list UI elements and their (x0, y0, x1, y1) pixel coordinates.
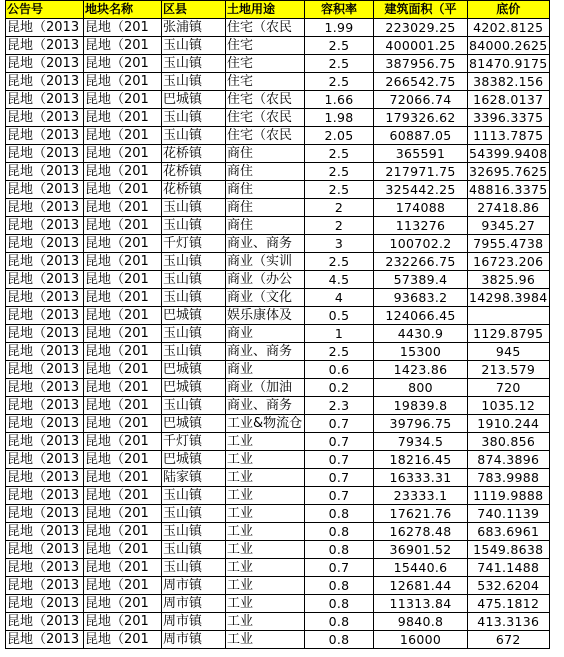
cell-district[interactable]: 巴城镇 (162, 451, 226, 469)
cell-announcement-no[interactable]: 昆地（2013 (6, 91, 84, 109)
cell-district[interactable]: 千灯镇 (162, 433, 226, 451)
cell-reserve-price[interactable]: 54399.9408 (469, 146, 548, 161)
cell-parcel-name[interactable]: 昆地（201 (84, 523, 162, 541)
header-cell-parcel-name[interactable]: 地块名称 (84, 1, 162, 19)
cell-announcement-no[interactable]: 昆地（2013 (6, 271, 84, 289)
cell-floor-area[interactable]: 11313.84 (374, 595, 468, 613)
cell-reserve-price[interactable]: 380.856 (468, 433, 550, 451)
cell-district[interactable]: 周市镇 (162, 613, 226, 631)
cell-land-use[interactable]: 工业 (226, 595, 305, 613)
cell-reserve-price[interactable]: 1035.12 (468, 397, 550, 415)
cell-announcement-no[interactable]: 昆地（2013 (6, 253, 84, 271)
cell-plot-ratio[interactable]: 2.5 (305, 163, 374, 181)
cell-land-use[interactable]: 商住 (226, 217, 305, 235)
cell-parcel-name[interactable]: 昆地（201 (84, 415, 162, 433)
cell-floor-area[interactable]: 93683.2 (374, 289, 468, 307)
cell-plot-ratio[interactable]: 2.05 (305, 127, 374, 145)
cell-parcel-name[interactable]: 昆地（201 (84, 433, 162, 451)
cell-land-use[interactable]: 住宅（农民 (226, 109, 305, 127)
cell-plot-ratio[interactable]: 0.7 (305, 487, 374, 505)
cell-floor-area[interactable]: 15300 (374, 343, 468, 361)
cell-district[interactable]: 花桥镇 (162, 181, 226, 199)
cell-floor-area[interactable]: 800 (374, 379, 468, 397)
cell-announcement-no[interactable]: 昆地（2013 (6, 73, 84, 91)
cell-district[interactable]: 玉山镇 (162, 271, 226, 289)
cell-reserve-price[interactable]: 683.6961 (468, 523, 550, 541)
cell-announcement-no[interactable]: 昆地（2013 (6, 595, 84, 613)
cell-district[interactable]: 花桥镇 (162, 145, 226, 163)
header-cell-land-use[interactable]: 土地用途 (226, 1, 305, 19)
cell-plot-ratio[interactable]: 2 (305, 199, 374, 217)
cell-announcement-no[interactable]: 昆地（2013 (6, 505, 84, 523)
cell-parcel-name[interactable]: 昆地（201 (84, 73, 162, 91)
cell-parcel-name[interactable]: 昆地（201 (84, 451, 162, 469)
cell-land-use[interactable]: 商业、商务 (226, 235, 305, 253)
cell-parcel-name[interactable]: 昆地（201 (84, 631, 162, 649)
cell-district[interactable]: 玉山镇 (162, 199, 226, 217)
cell-parcel-name[interactable]: 昆地（201 (84, 109, 162, 127)
table-row (6, 631, 550, 649)
cell-plot-ratio[interactable]: 1.66 (305, 91, 374, 109)
cell-reserve-price[interactable]: 1129.8795 (468, 325, 550, 343)
table-row (6, 73, 550, 91)
cell-floor-area[interactable]: 217971.75 (374, 163, 468, 181)
cell-land-use[interactable]: 工业 (226, 433, 305, 451)
cell-announcement-no[interactable]: 昆地（2013 (6, 415, 84, 433)
cell-parcel-name[interactable]: 昆地（201 (84, 469, 162, 487)
cell-plot-ratio[interactable]: 2.5 (305, 73, 374, 91)
cell-parcel-name[interactable]: 昆地（201 (84, 343, 162, 361)
table-row (6, 397, 550, 415)
cell-floor-area[interactable]: 179326.62 (374, 109, 468, 127)
cell-floor-area[interactable]: 16333.31 (374, 469, 468, 487)
cell-reserve-price[interactable]: 1119.9888 (468, 487, 550, 505)
cell-floor-area[interactable]: 19839.8 (374, 397, 468, 415)
cell-district[interactable]: 巴城镇 (162, 361, 226, 379)
cell-reserve-price[interactable]: 38382.156 (468, 73, 550, 91)
table-row (6, 181, 550, 199)
cell-parcel-name[interactable]: 昆地（201 (84, 271, 162, 289)
cell-district[interactable]: 花桥镇 (162, 163, 226, 181)
cell-plot-ratio[interactable]: 0.8 (305, 541, 374, 559)
header-cell-reserve-price[interactable]: 底价 (468, 1, 550, 19)
cell-land-use[interactable]: 住宅（农民 (226, 19, 305, 37)
cell-announcement-no[interactable]: 昆地（2013 (6, 145, 84, 163)
cell-floor-area[interactable]: 9840.8 (374, 613, 468, 631)
cell-reserve-price[interactable] (468, 307, 550, 325)
table-row (6, 325, 550, 343)
header-cell-floor-area[interactable]: 建筑面积（平 (374, 1, 468, 19)
cell-district[interactable]: 玉山镇 (162, 523, 226, 541)
cell-reserve-price[interactable]: 48816.3375 (469, 182, 548, 197)
cell-district[interactable]: 玉山镇 (162, 559, 226, 577)
cell-plot-ratio[interactable]: 2.5 (305, 145, 374, 163)
cell-district[interactable]: 玉山镇 (162, 541, 226, 559)
cell-floor-area[interactable]: 57389.4 (374, 271, 468, 289)
cell-land-use[interactable]: 工业 (226, 523, 305, 541)
cell-plot-ratio[interactable]: 0.7 (305, 559, 374, 577)
table-row (6, 235, 550, 253)
cell-land-use[interactable]: 工业 (226, 451, 305, 469)
cell-district[interactable]: 玉山镇 (162, 325, 226, 343)
cell-parcel-name[interactable]: 昆地（201 (84, 19, 162, 37)
cell-announcement-no[interactable]: 昆地（2013 (6, 55, 84, 73)
cell-land-use[interactable]: 工业 (226, 541, 305, 559)
table-row (6, 415, 550, 433)
cell-floor-area[interactable]: 15440.6 (374, 559, 468, 577)
cell-reserve-price[interactable]: 81470.9175 (469, 56, 548, 71)
cell-announcement-no[interactable]: 昆地（2013 (6, 397, 84, 415)
cell-announcement-no[interactable]: 昆地（2013 (6, 163, 84, 181)
cell-plot-ratio[interactable]: 2.5 (305, 343, 374, 361)
cell-land-use[interactable]: 工业&物流仓 (226, 415, 305, 433)
cell-land-use[interactable]: 工业 (226, 559, 305, 577)
cell-land-use[interactable]: 商业 (226, 361, 305, 379)
cell-parcel-name[interactable]: 昆地（201 (84, 397, 162, 415)
table-row (6, 613, 550, 631)
cell-land-use[interactable]: 工业 (226, 487, 305, 505)
cell-district[interactable]: 巴城镇 (162, 379, 226, 397)
table-row (6, 343, 550, 361)
cell-district[interactable]: 千灯镇 (162, 235, 226, 253)
cell-parcel-name[interactable]: 昆地（201 (84, 613, 162, 631)
cell-floor-area[interactable]: 17621.76 (374, 505, 468, 523)
cell-district[interactable]: 玉山镇 (162, 217, 226, 235)
cell-plot-ratio[interactable]: 0.8 (305, 613, 374, 631)
cell-district[interactable]: 陆家镇 (162, 469, 226, 487)
cell-parcel-name[interactable]: 昆地（201 (84, 361, 162, 379)
cell-land-use[interactable]: 商业（加油 (226, 379, 305, 397)
table-row (6, 307, 550, 325)
cell-district[interactable]: 张浦镇 (162, 19, 226, 37)
cell-announcement-no[interactable]: 昆地（2013 (6, 433, 84, 451)
cell-parcel-name[interactable]: 昆地（201 (84, 541, 162, 559)
cell-plot-ratio[interactable]: 2.3 (305, 397, 374, 415)
cell-announcement-no[interactable]: 昆地（2013 (6, 541, 84, 559)
cell-plot-ratio[interactable]: 0.7 (305, 469, 374, 487)
cell-plot-ratio[interactable]: 1 (305, 325, 374, 343)
table-row (6, 145, 550, 163)
cell-announcement-no[interactable]: 昆地（2013 (6, 613, 84, 631)
cell-reserve-price[interactable]: 7955.4738 (468, 235, 550, 253)
cell-floor-area[interactable]: 174088 (374, 199, 468, 217)
cell-district[interactable]: 玉山镇 (162, 127, 226, 145)
cell-reserve-price[interactable]: 475.1812 (468, 595, 550, 613)
cell-parcel-name[interactable]: 昆地（201 (84, 199, 162, 217)
cell-land-use[interactable]: 住宅（农民 (226, 127, 305, 145)
cell-district[interactable]: 巴城镇 (162, 91, 226, 109)
cell-reserve-price[interactable]: 84000.2625 (469, 38, 548, 53)
cell-floor-area[interactable]: 124066.45 (374, 307, 468, 325)
cell-land-use[interactable]: 工业 (226, 577, 305, 595)
cell-announcement-no[interactable]: 昆地（2013 (6, 289, 84, 307)
cell-announcement-no[interactable]: 昆地（2013 (6, 577, 84, 595)
table-row (6, 505, 550, 523)
cell-district[interactable]: 玉山镇 (162, 487, 226, 505)
cell-parcel-name[interactable]: 昆地（201 (84, 217, 162, 235)
cell-floor-area[interactable]: 325442.25 (374, 181, 468, 199)
cell-district[interactable]: 玉山镇 (162, 37, 226, 55)
cell-parcel-name[interactable]: 昆地（201 (84, 235, 162, 253)
cell-parcel-name[interactable]: 昆地（201 (84, 325, 162, 343)
cell-parcel-name[interactable]: 昆地（201 (84, 289, 162, 307)
table-row (6, 199, 550, 217)
cell-plot-ratio[interactable]: 2.5 (305, 253, 374, 271)
table-row (6, 487, 550, 505)
cell-plot-ratio[interactable]: 0.8 (305, 505, 374, 523)
table-row (6, 163, 550, 181)
cell-district[interactable]: 玉山镇 (162, 289, 226, 307)
table-row (6, 55, 550, 73)
cell-floor-area[interactable]: 60887.05 (374, 127, 468, 145)
cell-land-use[interactable]: 娱乐康体及 (226, 307, 305, 325)
cell-announcement-no[interactable]: 昆地（2013 (6, 379, 84, 397)
cell-district[interactable]: 玉山镇 (162, 109, 226, 127)
cell-parcel-name[interactable]: 昆地（201 (84, 595, 162, 613)
cell-announcement-no[interactable]: 昆地（2013 (6, 451, 84, 469)
cell-announcement-no[interactable]: 昆地（2013 (6, 19, 84, 37)
cell-plot-ratio[interactable]: 0.8 (305, 523, 374, 541)
cell-announcement-no[interactable]: 昆地（2013 (6, 469, 84, 487)
cell-district[interactable]: 玉山镇 (162, 343, 226, 361)
cell-plot-ratio[interactable]: 0.5 (305, 307, 374, 325)
header-cell-announcement-no[interactable]: 公告号 (6, 1, 84, 19)
table-row (6, 541, 550, 559)
cell-floor-area[interactable]: 232266.75 (374, 253, 468, 271)
cell-announcement-no[interactable]: 昆地（2013 (6, 181, 84, 199)
cell-reserve-price[interactable]: 16723.206 (468, 253, 550, 271)
cell-floor-area[interactable]: 18216.45 (374, 451, 468, 469)
cell-reserve-price[interactable]: 741.1488 (468, 559, 550, 577)
cell-announcement-no[interactable]: 昆地（2013 (6, 127, 84, 145)
cell-announcement-no[interactable]: 昆地（2013 (6, 523, 84, 541)
cell-plot-ratio[interactable]: 0.8 (305, 595, 374, 613)
table-row (6, 91, 550, 109)
table-row (6, 451, 550, 469)
cell-reserve-price[interactable]: 4202.8125 (468, 19, 550, 37)
cell-reserve-price[interactable]: 1910.244 (468, 415, 550, 433)
cell-plot-ratio[interactable]: 0.8 (305, 631, 374, 649)
cell-reserve-price[interactable]: 1628.0137 (468, 91, 550, 109)
cell-parcel-name[interactable]: 昆地（201 (84, 559, 162, 577)
table-row (6, 217, 550, 235)
cell-floor-area[interactable]: 365591 (374, 145, 468, 163)
table-row (6, 253, 550, 271)
cell-district[interactable]: 周市镇 (162, 631, 226, 649)
table-row (6, 361, 550, 379)
cell-plot-ratio[interactable]: 4 (305, 289, 374, 307)
table-row (6, 109, 550, 127)
cell-land-use[interactable]: 工业 (226, 631, 305, 649)
cell-reserve-price[interactable]: 1113.7875 (468, 127, 550, 145)
cell-district[interactable]: 周市镇 (162, 595, 226, 613)
table-row (6, 127, 550, 145)
table-row (6, 289, 550, 307)
cell-announcement-no[interactable]: 昆地（2013 (6, 307, 84, 325)
cell-announcement-no[interactable]: 昆地（2013 (6, 343, 84, 361)
cell-plot-ratio[interactable]: 0.8 (305, 577, 374, 595)
table-body (6, 1, 550, 649)
table-row (6, 379, 550, 397)
cell-reserve-price[interactable]: 672 (468, 631, 550, 649)
cell-announcement-no[interactable]: 昆地（2013 (6, 235, 84, 253)
cell-reserve-price[interactable]: 3396.3375 (468, 109, 550, 127)
cell-land-use[interactable]: 商住 (226, 199, 305, 217)
table-row (6, 433, 550, 451)
cell-parcel-name[interactable]: 昆地（201 (84, 307, 162, 325)
cell-parcel-name[interactable]: 昆地（201 (84, 253, 162, 271)
cell-land-use[interactable]: 住宅 (226, 37, 305, 55)
cell-district[interactable]: 玉山镇 (162, 397, 226, 415)
cell-floor-area[interactable]: 400001.25 (374, 37, 468, 55)
table-row (6, 577, 550, 595)
cell-plot-ratio[interactable]: 2 (305, 217, 374, 235)
cell-reserve-price[interactable]: 413.3136 (468, 613, 550, 631)
cell-announcement-no[interactable]: 昆地（2013 (6, 631, 84, 649)
cell-parcel-name[interactable]: 昆地（201 (84, 37, 162, 55)
cell-district[interactable]: 周市镇 (162, 577, 226, 595)
cell-district[interactable]: 玉山镇 (162, 505, 226, 523)
cell-parcel-name[interactable]: 昆地（201 (84, 505, 162, 523)
cell-announcement-no[interactable]: 昆地（2013 (6, 109, 84, 127)
cell-reserve-price[interactable]: 874.3896 (468, 451, 550, 469)
table-row (6, 469, 550, 487)
cell-reserve-price[interactable]: 1549.8638 (468, 541, 550, 559)
cell-reserve-price[interactable]: 740.1139 (468, 505, 550, 523)
cell-reserve-price[interactable]: 3825.96 (468, 271, 550, 289)
cell-reserve-price[interactable]: 27418.86 (468, 199, 550, 217)
cell-reserve-price[interactable]: 532.6204 (468, 577, 550, 595)
cell-announcement-no[interactable]: 昆地（2013 (6, 217, 84, 235)
table-row (6, 595, 550, 613)
cell-reserve-price[interactable]: 783.9988 (468, 469, 550, 487)
cell-district[interactable]: 玉山镇 (162, 73, 226, 91)
cell-land-use[interactable]: 工业 (226, 469, 305, 487)
cell-plot-ratio[interactable]: 4.5 (305, 271, 374, 289)
cell-floor-area[interactable]: 266542.75 (374, 73, 468, 91)
cell-parcel-name[interactable]: 昆地（201 (84, 127, 162, 145)
header-row (6, 1, 550, 19)
cell-plot-ratio[interactable]: 2.5 (305, 55, 374, 73)
cell-floor-area[interactable]: 23333.1 (374, 487, 468, 505)
cell-reserve-price[interactable]: 720 (468, 379, 550, 397)
cell-district[interactable]: 玉山镇 (162, 55, 226, 73)
cell-land-use[interactable]: 住宅 (226, 55, 305, 73)
cell-parcel-name[interactable]: 昆地（201 (84, 55, 162, 73)
cell-floor-area[interactable]: 113276 (374, 217, 468, 235)
cell-land-use[interactable]: 住宅（农民 (226, 91, 305, 109)
cell-announcement-no[interactable]: 昆地（2013 (6, 487, 84, 505)
cell-land-use[interactable]: 工业 (226, 505, 305, 523)
cell-land-use[interactable]: 工业 (226, 613, 305, 631)
land-table (5, 0, 550, 649)
cell-plot-ratio[interactable]: 2.5 (305, 37, 374, 55)
cell-reserve-price[interactable]: 945 (468, 343, 550, 361)
cell-plot-ratio[interactable]: 0.2 (305, 379, 374, 397)
cell-plot-ratio[interactable]: 0.6 (305, 361, 374, 379)
cell-plot-ratio[interactable]: 2.5 (305, 181, 374, 199)
cell-plot-ratio[interactable]: 3 (305, 235, 374, 253)
cell-parcel-name[interactable]: 昆地（201 (84, 91, 162, 109)
cell-announcement-no[interactable]: 昆地（2013 (6, 37, 84, 55)
cell-floor-area[interactable]: 16000 (374, 631, 468, 649)
cell-land-use[interactable]: 商业（实训 (226, 253, 305, 271)
header-cell-plot-ratio[interactable]: 容积率 (305, 1, 374, 19)
cell-parcel-name[interactable]: 昆地（201 (84, 181, 162, 199)
cell-floor-area[interactable]: 4430.9 (374, 325, 468, 343)
cell-district[interactable]: 巴城镇 (162, 415, 226, 433)
spreadsheet-grid (5, 0, 550, 649)
table-row (6, 37, 550, 55)
cell-parcel-name[interactable]: 昆地（201 (84, 487, 162, 505)
cell-plot-ratio[interactable]: 1.99 (305, 19, 374, 37)
cell-reserve-price[interactable]: 32695.7625 (469, 164, 548, 179)
cell-parcel-name[interactable]: 昆地（201 (84, 145, 162, 163)
cell-floor-area[interactable]: 12681.44 (374, 577, 468, 595)
cell-district[interactable]: 玉山镇 (162, 253, 226, 271)
cell-floor-area[interactable]: 223029.25 (374, 19, 468, 37)
cell-land-use[interactable]: 商业（办公 (226, 271, 305, 289)
cell-reserve-price[interactable]: 213.579 (468, 361, 550, 379)
cell-plot-ratio[interactable]: 0.7 (305, 451, 374, 469)
cell-announcement-no[interactable]: 昆地（2013 (6, 325, 84, 343)
table-row (6, 523, 550, 541)
cell-plot-ratio[interactable]: 1.98 (305, 109, 374, 127)
cell-land-use[interactable]: 商住 (226, 181, 305, 199)
cell-plot-ratio[interactable]: 0.7 (305, 433, 374, 451)
cell-floor-area[interactable]: 16278.48 (374, 523, 468, 541)
cell-floor-area[interactable]: 72066.74 (374, 91, 468, 109)
cell-land-use[interactable]: 住宅 (226, 73, 305, 91)
table-row (6, 559, 550, 577)
cell-land-use[interactable]: 商业、商务 (226, 343, 305, 361)
cell-land-use[interactable]: 商住 (226, 145, 305, 163)
cell-parcel-name[interactable]: 昆地（201 (84, 379, 162, 397)
cell-announcement-no[interactable]: 昆地（2013 (6, 559, 84, 577)
cell-announcement-no[interactable]: 昆地（2013 (6, 361, 84, 379)
cell-land-use[interactable]: 商业、商务 (226, 397, 305, 415)
cell-reserve-price[interactable]: 14298.3984 (469, 290, 548, 305)
cell-floor-area[interactable]: 39796.75 (374, 415, 468, 433)
table-row (6, 19, 550, 37)
cell-floor-area[interactable]: 100702.2 (374, 235, 468, 253)
cell-land-use[interactable]: 商住 (226, 163, 305, 181)
cell-parcel-name[interactable]: 昆地（201 (84, 163, 162, 181)
cell-land-use[interactable]: 商业（文化 (226, 289, 305, 307)
cell-district[interactable]: 巴城镇 (162, 307, 226, 325)
cell-plot-ratio[interactable]: 0.7 (305, 415, 374, 433)
cell-floor-area[interactable]: 1423.86 (374, 361, 468, 379)
cell-land-use[interactable]: 商业 (226, 325, 305, 343)
cell-floor-area[interactable]: 387956.75 (374, 55, 468, 73)
cell-announcement-no[interactable]: 昆地（2013 (6, 199, 84, 217)
table-row (6, 271, 550, 289)
header-cell-district[interactable]: 区县 (162, 1, 226, 19)
cell-floor-area[interactable]: 7934.5 (374, 433, 468, 451)
cell-reserve-price[interactable]: 9345.27 (468, 217, 550, 235)
cell-parcel-name[interactable]: 昆地（201 (84, 577, 162, 595)
cell-floor-area[interactable]: 36901.52 (374, 541, 468, 559)
